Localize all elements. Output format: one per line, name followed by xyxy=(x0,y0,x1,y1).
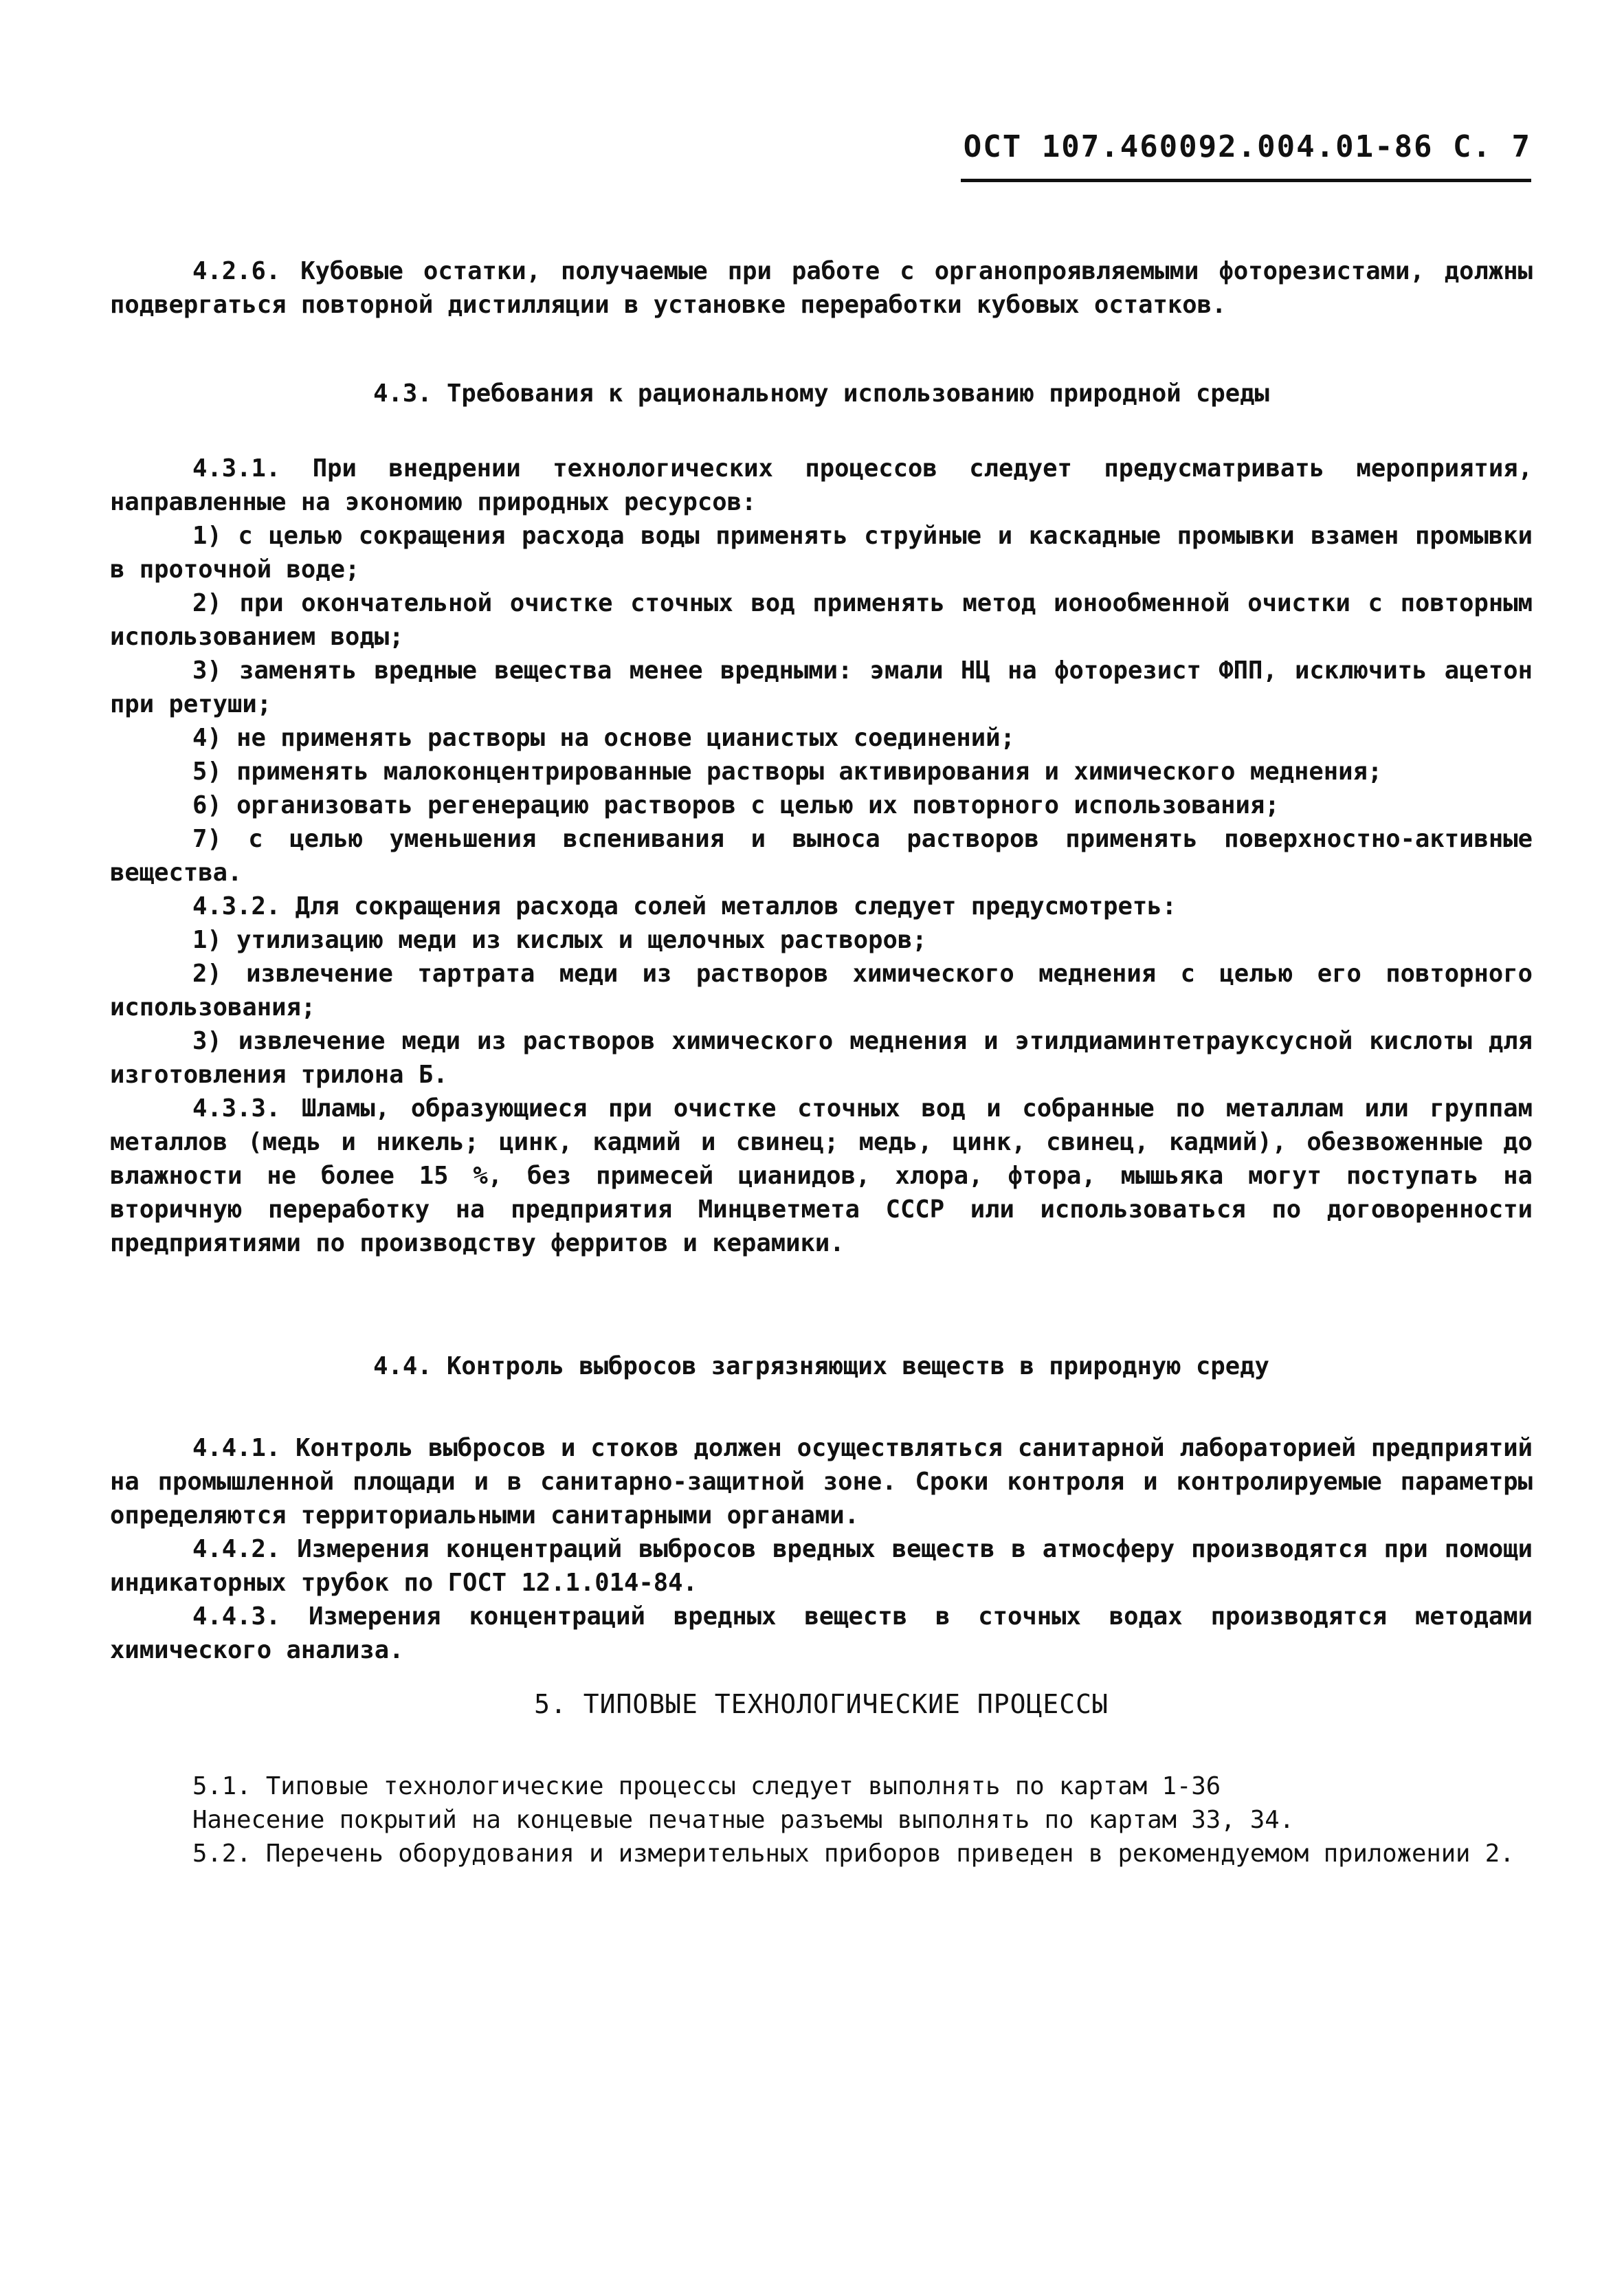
paragraph-4-2-6: 4.2.6. Кубовые остатки, получаемые при работе с органопроявляемыми фоторезистами, должны подвергаться повторной дистилляции в установке переработки кубовых остатков. xyxy=(110,257,1533,319)
document-body xyxy=(110,254,1533,1870)
list-item: 3) извлечение меди из растворов химического меднения и этилдиаминтетрауксусной кислоты для изготовления трилона Б. xyxy=(110,1027,1533,1089)
list-item: 4) не применять растворы на основе цианистых соединений; xyxy=(192,724,1015,752)
paragraph-4-3-3: 4.3.3. Шламы, образующиеся при очистке сточных вод и собранные по металлам или группам металлов (медь и никель; цинк, кадмий и свинец; медь, цинк, свинец, кадмий), обезвоженные до влажности не более 15 %, без примесей цианидов, хлора, фтора, мышьяка могут поступать на вторичную переработку на предприятия Минцветмета СССР или использоваться по договоренности предприятиями по производству ферритов и керамики. xyxy=(110,1094,1533,1257)
paragraph-4-4-3: 4.4.3. Измерения концентраций вредных веществ в сточных водах производятся методами химического анализа. xyxy=(110,1602,1533,1664)
section-heading-4-3: 4.3. Требования к рациональному использованию природной среды xyxy=(373,379,1269,408)
list-item: 3) заменять вредные вещества менее вредными: эмали НЦ на фоторезист ФПП, исключить ацетон при ретуши; xyxy=(110,656,1533,718)
document-code-header: ОСТ 107.460092.004.01-86 С. 7 xyxy=(963,129,1531,164)
section-heading-4-4: 4.4. Контроль выбросов загрязняющих веществ в природную среду xyxy=(373,1352,1269,1380)
paragraph-4-3-1: 4.3.1. При внедрении технологических процессов следует предусматривать мероприятия, направленные на экономию природных ресурсов: xyxy=(110,454,1533,516)
list-item: 5) применять малоконцентрированные растворы активирования и химического меднения; xyxy=(192,758,1383,786)
paragraph-4-3-2: 4.3.2. Для сокращения расхода солей металлов следует предусмотреть: xyxy=(192,892,1177,920)
paragraph-4-4-2: 4.4.2. Измерения концентраций выбросов вредных веществ в атмосферу производятся при помощи индикаторных трубок по ГОСТ 12.1.014-84. xyxy=(110,1535,1533,1597)
list-item: 7) с целью уменьшения вспенивания и выноса растворов применять поверхностно-активные вещества. xyxy=(110,825,1533,887)
paragraph-5-1-b: Нанесение покрытий на концевые печатные разъемы выполнять по картам 33, 34. xyxy=(192,1806,1294,1834)
paragraph-5-1: 5.1. Типовые технологические процессы следует выполнять по картам 1-36 xyxy=(192,1772,1221,1800)
list-item: 2) извлечение тартрата меди из растворов химического меднения с целью его повторного использования; xyxy=(110,960,1533,1022)
list-item: 1) с целью сокращения расхода воды применять струйные и каскадные промывки взамен промывки в проточной воде; xyxy=(110,522,1533,584)
paragraph-5-2: 5.2. Перечень оборудования и измерительных приборов приведен в рекомендуемом приложении 2. xyxy=(192,1840,1515,1868)
list-item: 6) организовать регенерацию растворов с целью их повторного использования; xyxy=(192,791,1280,819)
list-item: 1) утилизацию меди из кислых и щелочных растворов; xyxy=(192,926,927,954)
paragraph-4-4-1: 4.4.1. Контроль выбросов и стоков должен осуществляться санитарной лабораторией предприятий на промышленной площади и в санитарно-защитной зоне. Сроки контроля и контролируемые параметры определяются территориальными санитарными органами. xyxy=(110,1434,1533,1530)
list-item: 2) при окончательной очистке сточных вод применять метод ионообменной очистки с повторным использованием воды; xyxy=(110,589,1533,651)
section-heading-5: 5. ТИПОВЫЕ ТЕХНОЛОГИЧЕСКИЕ ПРОЦЕССЫ xyxy=(534,1689,1109,1719)
header-rule xyxy=(961,179,1531,182)
